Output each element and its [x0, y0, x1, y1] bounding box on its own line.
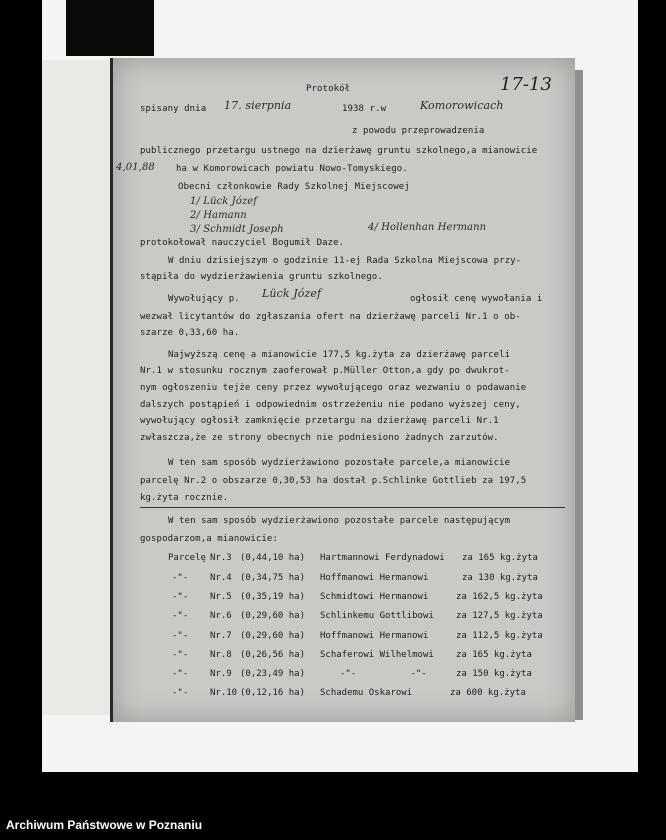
para2-line2: wezwał licytantów do zgłaszania ofert na dzierżawę parceli Nr.1 o ob- [140, 312, 521, 322]
parcel-label: -"- [172, 650, 189, 660]
para2-prefix: Wywołujący p. [168, 294, 240, 304]
location-line: ha w Komorowicach powiatu Nowo-Tomyskiego. [176, 164, 408, 174]
parcel-label: -"- [172, 592, 189, 602]
para2-line3: szarze 0,33,60 ha. [140, 328, 240, 338]
member-1: 1/ Lück Józef [190, 196, 258, 207]
parcel-number: Nr.6 [210, 611, 232, 621]
parcel-price: za 162,5 kg.żyta [456, 592, 543, 602]
page-number: 17-13 [500, 74, 552, 95]
back-sheet-edge [42, 60, 120, 715]
para5-line2: gospodarzom,a mianowicie: [140, 534, 278, 544]
document-title: Protokół [306, 84, 351, 94]
para3-line3: nym ogłoszeniu tejże ceny przez wywołującego oraz wezwaniu o podawanie [140, 383, 527, 393]
parcel-label: -"- [172, 631, 189, 641]
reason-line: z powodu przeprowadzenia [352, 126, 485, 136]
date-year: 1938 r.w [342, 104, 387, 114]
parcel-area: (0,29,60 ha) [240, 631, 306, 641]
parcel-area: (0,29,60 ha) [240, 611, 306, 621]
parcel-area: (0,35,19 ha) [240, 592, 306, 602]
para1-line1: W dniu dzisiejszym o godzinie 11-ej Rada Szkolna Miejscowa przy- [168, 256, 522, 266]
parcel-number: Nr.3 [210, 553, 232, 563]
parcel-label: -"- [172, 688, 189, 698]
para4-line2: parcelę Nr.2 o obszarze 0,30,53 ha dostał p.Schlinke Gottlieb za 197,5 [140, 476, 527, 486]
para3-line1: Najwyższą cenę a mianowicie 177,5 kg.żyta za dzierżawę parceli [168, 350, 511, 360]
para3-line6: zwłaszcza,że ze strony obecnych nie podniesiono żadnych zarzutów. [140, 433, 499, 443]
parcel-label: -"- [172, 573, 189, 583]
handwritten-date: 17. sierpnia [224, 99, 292, 112]
parcel-number: Nr.7 [210, 631, 232, 641]
parcel-area: (0,44,10 ha) [240, 553, 306, 563]
handwritten-caller: Lück Józef [262, 287, 322, 300]
parcel-tenant: Schmidtowi Hermanowi [320, 592, 429, 602]
parcel-price: za 112,5 kg.żyta [456, 631, 543, 641]
parcel-tenant: Schaferowi Wilhelmowi [320, 650, 434, 660]
para3-line5: wywołujący ogłosił zamknięcie przetargu na dzierżawę parceli Nr.1 [140, 416, 499, 426]
parcel-area: (0,26,56 ha) [240, 650, 306, 660]
parcel-price: za 150 kg.żyta [456, 669, 532, 679]
parcel-label: Parcelę [168, 553, 206, 563]
parcel-label: -"- [172, 611, 189, 621]
parcel-area: (0,12,16 ha) [240, 688, 306, 698]
para1-line2: stąpiła do wydzierżawienia gruntu szkolnego. [140, 272, 383, 282]
archive-caption: Archiwum Państwowe w Poznaniu [6, 818, 203, 832]
para4-line1: W ten sam sposób wydzierżawiono pozostałe parcele,a mianowicie [168, 458, 511, 468]
member-4: 4/ Hollenhan Hermann [368, 222, 487, 233]
para3-line4: dalszych postąpień i odpowiednim ostrzeżeniu nie podano wyższej ceny, [140, 400, 521, 410]
divider-line [140, 507, 565, 508]
parcel-number: Nr.9 [210, 669, 232, 679]
parcel-area: (0,34,75 ha) [240, 573, 306, 583]
members-heading: Obecni członkowie Rady Szkolnej Miejscowej [178, 182, 410, 192]
tender-line: publicznego przetargu ustnego na dzierżawę gruntu szkolnego,a mianowicie [140, 146, 538, 156]
parcel-price: za 130 kg.żyta [462, 573, 538, 583]
para4-line3: kg.żyta rocznie. [140, 493, 229, 503]
parcel-tenant: Hartmannowi Ferdynadowi [320, 553, 445, 563]
parcel-price: za 127,5 kg.żyta [456, 611, 543, 621]
parcel-number: Nr.10 [210, 688, 238, 698]
date-prefix: spisany dnia [140, 104, 207, 114]
member-2: 2/ Hamann [190, 210, 247, 221]
parcel-tenant: Hoffmanowi Hermanowi [320, 631, 429, 641]
protocol-by: protokołował nauczyciel Bogumił Daze. [140, 238, 345, 248]
para5-line1: W ten sam sposób wydzierżawiono pozostałe parcele następującym [168, 516, 511, 526]
parcel-tenant: Schademu Oskarowi [320, 688, 413, 698]
parcel-tenant: -"- -"- [340, 669, 427, 679]
handwritten-area: 4,01,88 [116, 162, 155, 173]
parcel-tenant: Schlinkemu Gottlibowi [320, 611, 434, 621]
parcel-number: Nr.4 [210, 573, 232, 583]
para2-rest: ogłosił cenę wywołania i [410, 294, 543, 304]
parcel-area: (0,23,49 ha) [240, 669, 306, 679]
parcel-number: Nr.8 [210, 650, 232, 660]
parcel-price: za 165 kg.żyta [456, 650, 532, 660]
member-3: 3/ Schmidt Joseph [190, 224, 284, 235]
parcel-number: Nr.5 [210, 592, 232, 602]
para3-line2: Nr.1 w stosunku rocznym zaoferował p.Müller Otton,a gdy po dwukrot- [140, 366, 510, 376]
parcel-tenant: Hoffmanowi Hermanowi [320, 573, 429, 583]
handwritten-place: Komorowicach [420, 99, 504, 112]
parcel-price: za 165 kg.żyta [462, 553, 538, 563]
parcel-label: -"- [172, 669, 189, 679]
parcel-price: za 600 kg.żyta [450, 688, 526, 698]
binder-clip [66, 0, 154, 56]
